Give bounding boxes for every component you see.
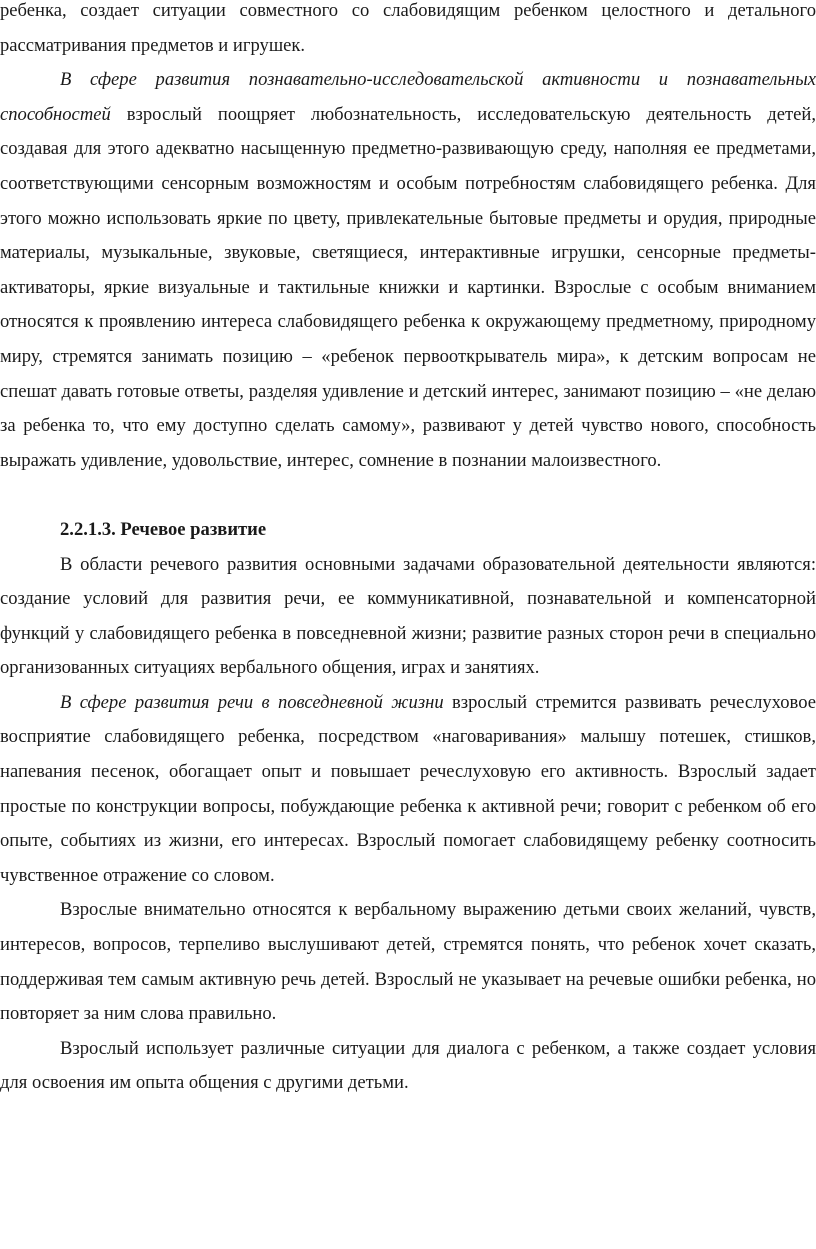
paragraph-cognitive <box>0 63 816 478</box>
paragraph-text: Взрослый использует различные ситуации для диалога с ребенком, а также создает условия для освоения им опыта общения с другими детьми. <box>0 1037 816 1094</box>
paragraph-lead-italic: В сфере развития познавательно-исследовательской активности и познавательных способностей <box>0 69 816 125</box>
section-heading: 2.2.1.3. Речевое развитие <box>60 518 267 540</box>
paragraph-text: взрослый стремится развивать речеслуховое восприятие слабовидящего ребенка, посредством «наговаривания» малышу потешек, стишков, напевания песенок, обогащает опыт и повышает речеслуховую его активность. Взрослый задает простые по конструкции вопросы, побуждающие ребенка к активной речи; говорит с ребенком об его опыте, событиях из жизни, его интересах. Взрослый помогает слабовидящему ребенку соотносить чувственное отражение со словом. <box>0 691 816 886</box>
paragraph-speech-tasks <box>0 548 816 686</box>
paragraph-dialogue <box>0 1032 816 1101</box>
paragraph-continuation <box>0 0 816 63</box>
spacer <box>0 478 816 513</box>
paragraph-text: ребенка, создает ситуации совместного со слабовидящим ребенком целостного и детального рассматривания предметов и игрушек. <box>0 0 816 56</box>
paragraph-lead-italic: В сфере развития речи в повседневной жизни <box>60 691 444 713</box>
paragraph-text: взрослый поощряет любознательность, исследовательскую деятельность детей, создавая для этого адекватно насыщенную предметно-развивающую среду, наполняя ее предметами, соответствующими сенсорным возможностям и особым потребностям слабовидящего ребенка. Для этого можно использовать яркие по цвету, привлекательные бытовые предметы и орудия, природные материалы, музыкальные, звуковые, светящиеся, интерактивные игрушки, сенсорные предметы-активаторы, яркие визуальные и тактильные книжки и картинки. Взрослые с особым вниманием относятся к проявлению интереса слабовидящего ребенка к окружающему предметному, природному миру, стремятся занимать позицию – «ребенок первооткрыватель мира», к детским вопросам не спешат давать готовые ответы, разделяя удивление и детский интерес, занимают позицию – «не делаю за ребенка то, что ему доступно сделать самому», развивают у детей чувство нового, способность выражать удивление, удовольствие, интерес, сомнение в познании малоизвестного. <box>0 103 816 471</box>
paragraph-text: В области речевого развития основными задачами образовательной деятельности являются: создание условий для развития речи, ее коммуникативной, познавательной и компенсаторной функций у слабовидящего ребенка в повседневной жизни; развитие разных сторон речи в специально организованных ситуациях вербального общения, играх и занятиях. <box>0 553 816 679</box>
paragraph-speech-everyday <box>0 686 816 894</box>
paragraph-text: Взрослые внимательно относятся к вербальному выражению детьми своих желаний, чувств, интересов, вопросов, терпеливо выслушивают детей, стремятся понять, что ребенок хочет сказать, поддерживая тем самым активную речь детей. Взрослый не указывает на речевые ошибки ребенка, но повторяет за ним слова правильно. <box>0 899 816 1025</box>
paragraph-verbal-expression <box>0 893 816 1031</box>
